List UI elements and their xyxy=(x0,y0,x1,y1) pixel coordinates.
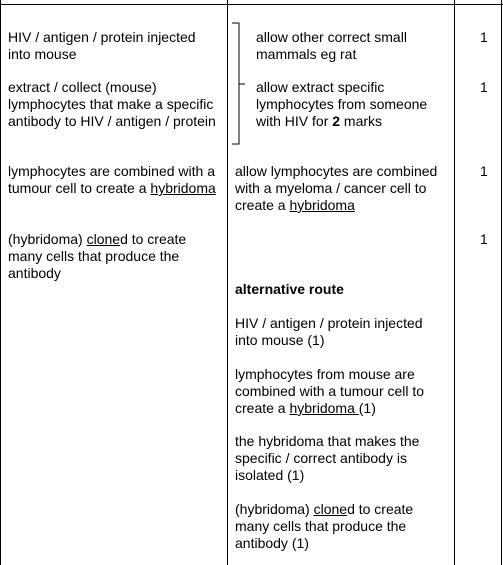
mark-4: 1 xyxy=(480,231,488,247)
alternative-point-1: HIV / antigen / protein injected into mouse (1) xyxy=(235,315,423,348)
mark-3: 1 xyxy=(480,163,488,179)
guidance-note-1: allow other correct small mammals eg rat xyxy=(256,29,407,62)
answer-point-4: (hybridoma) cloned to create many cells that produce the antibody xyxy=(8,231,187,281)
mark-1: 1 xyxy=(480,29,488,45)
alternative-route-heading: alternative route xyxy=(235,281,344,297)
answer-point-2: extract / collect (mouse) lymphocytes that make a specific antibody to HIV / antigen / protein xyxy=(8,79,216,129)
column-divider-2 xyxy=(454,0,455,565)
mark-2: 1 xyxy=(480,79,488,95)
bracket-icon xyxy=(228,22,248,147)
table-left-border xyxy=(0,0,1,565)
guidance-note-3: allow lymphocytes are combined with a myeloma / cancer cell to create a hybridoma xyxy=(235,163,438,213)
alternative-point-3: the hybridoma that makes the specific / correct antibody is isolated (1) xyxy=(235,433,420,483)
guidance-note-2: allow extract specific lymphocytes from someone with HIV for 2 marks xyxy=(256,79,428,129)
table-top-border xyxy=(0,4,503,5)
alternative-point-2: lymphocytes from mouse are combined with a tumour cell to create a hybridoma (1) xyxy=(235,366,425,416)
answer-point-1: HIV / antigen / protein injected into mouse xyxy=(8,29,196,62)
table-right-border xyxy=(501,0,502,565)
alternative-point-4: (hybridoma) cloned to create many cells that produce the antibody (1) xyxy=(235,501,414,551)
answer-point-3: lymphocytes are combined with a tumour cell to create a hybridoma xyxy=(8,163,216,196)
